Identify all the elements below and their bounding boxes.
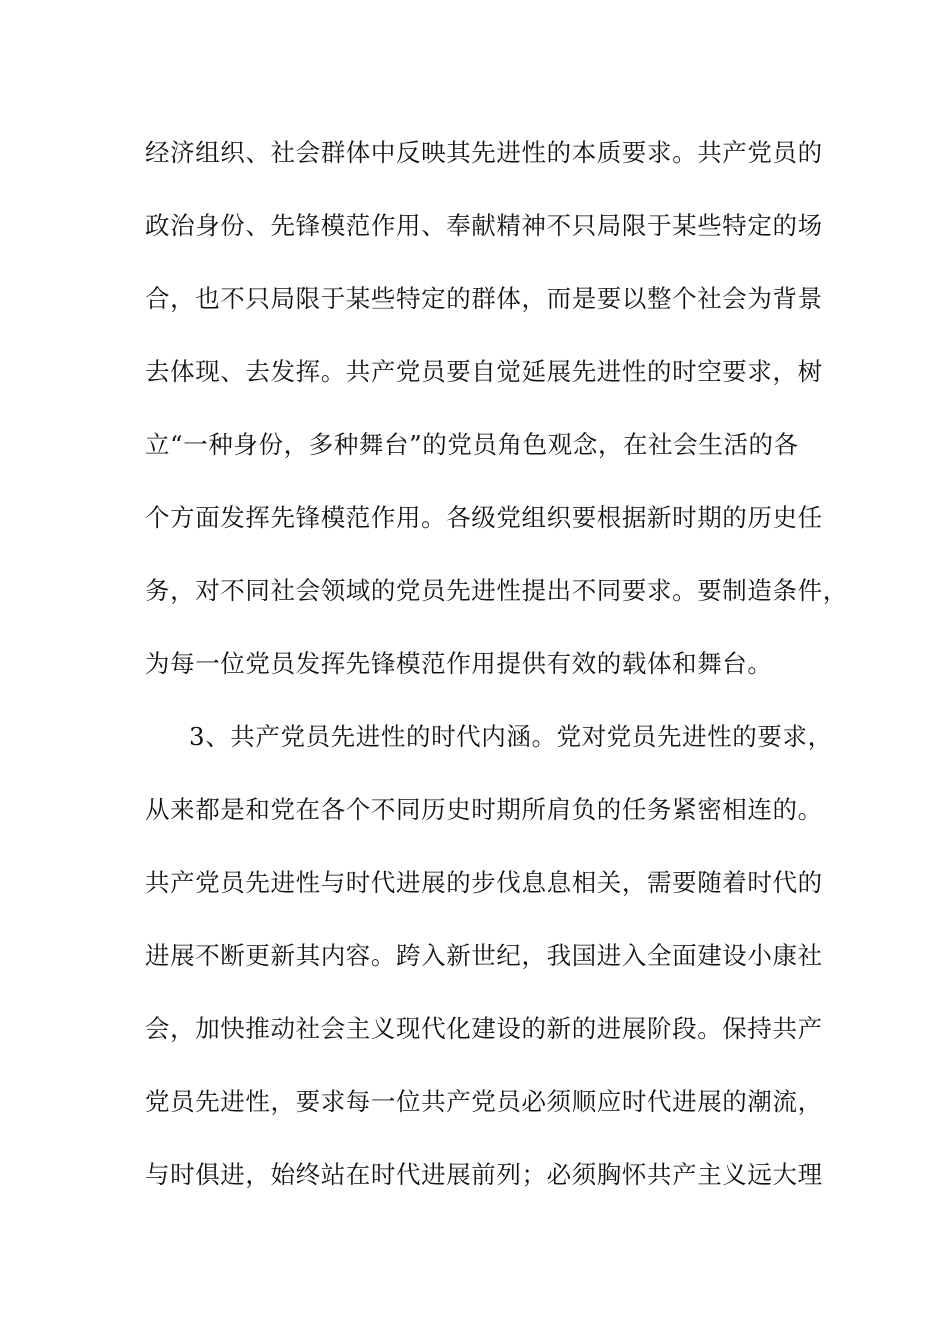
text-line: 经济组织、社会群体中反映其先进性的本质要求。共产党员的 [145, 138, 823, 167]
text-line: 会，加快推动社会主义现代化建设的新的进展阶段。保持共产 [145, 1014, 823, 1043]
text-line: 从来都是和党在各个不同历史时期所肩负的任务紧密相连的。 [145, 795, 823, 824]
text-line: 党员先进性，要求每一位共产党员必须顺应时代进展的潮流， [145, 1087, 823, 1116]
text-line: 共产党员先进性与时代进展的步伐息息相关，需要随着时代的 [145, 868, 823, 897]
section-heading-line: 3、共产党员先进性的时代内涵。党对党员先进性的要求， [189, 722, 833, 751]
text-line: 个方面发挥先锋模范作用。各级党组织要根据新时期的历史任 [145, 503, 823, 532]
text-line: 合，也不只局限于某些特定的群体，而是要以整个社会为背景 [145, 284, 823, 313]
text-line: 进展不断更新其内容。跨入新世纪，我国进入全面建设小康社 [145, 941, 823, 970]
text-line: 与时俱进，始终站在时代进展前列；必须胸怀共产主义远大理 [145, 1160, 823, 1189]
text-line: 务，对不同社会领域的党员先进性提出不同要求。要制造条件， [145, 576, 848, 605]
text-line: 立“一种身份，多种舞台”的党员角色观念，在社会生活的各 [145, 430, 799, 459]
text-line: 政治身份、先锋模范作用、奉献精神不只局限于某些特定的场 [145, 211, 823, 240]
body-text [145, 128, 848, 1223]
text-line: 去体现、去发挥。共产党员要自觉延展先进性的时空要求，树 [145, 357, 823, 386]
text-line: 为每一位党员发挥先锋模范作用提供有效的载体和舞台。 [145, 649, 773, 678]
